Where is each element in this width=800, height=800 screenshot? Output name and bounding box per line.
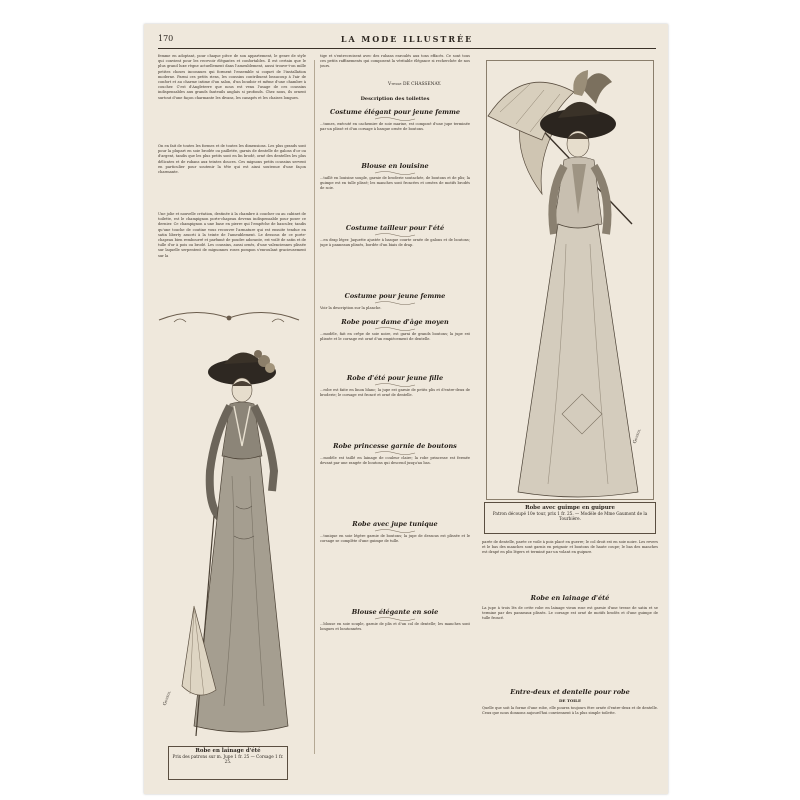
left-paragraph-3: Une jolie et nouvelle création, destinée à la chambre à coucher ou au cabinet de toilette, est le champignon porte-chapeau devenu indispensable pour poser ce dernier. Ce champignon a une base en pierre qui l'empêche de basculer, tandis qu'une touche de coutine vous recouvre l'armature qui est ensuite tendue en satin liberty assorti à la teinte de l'ameublement. Le dessous de ce porte-chapeau bien rembourré et parfumé de poudre adorante, est voilé de satin et de tulle d'or à pois ou brodé. Les coussins, aussi ornés, d'une valenciennes plissée sur laquelle serpentent de mignonnes roses pompon s'enroulant gracieusement sur la (158, 212, 306, 258)
lady-with-parasol-illustration (154, 306, 304, 746)
right-section-title-1: Robe en lainage d'été (530, 594, 610, 602)
right-section-subtitle: DE TOILE (558, 698, 582, 703)
left-caption-box (168, 746, 288, 780)
mid-section-body: ...blouse en soie souple, garnie de plis et d'un col de dentelle; les manches sont longues et boutonnées. (320, 622, 470, 632)
author-signature: Vtesse DE CHASSENAY. (388, 82, 442, 87)
left-figure (154, 306, 304, 765)
magazine-title: LA MODE ILLUSTRÉE (340, 34, 474, 44)
mid-section-title: Costume élégant pour jeune femme (329, 108, 461, 116)
right-artist-signature: Gonsol (632, 428, 643, 445)
left-artist-signature: Gonsol (162, 690, 173, 707)
mid-intro-paragraph: tige et s'entrecroisent avec des rubans enroulés aux tons effacés. Ce sont tous ces petits raffinements qui composent la véritable élégance si recherchée de nos jours. (320, 54, 470, 69)
mid-section-title: Robe avec jupe tunique (352, 520, 438, 528)
mid-section-body: ...robe est faite en linon blanc; la jupe est garnie de petits plis et d'entre-deux de broderie; le corsage est froncé et orné de dentelle. (320, 388, 470, 398)
mid-section-title: Costume pour jeune femme (344, 292, 446, 300)
right-caption-body: Patron découpé 10e tour, prix 1 fr. 25. — Modèle de Mme Gaumont de la Tourbière. (492, 511, 648, 522)
mid-section-title: Robe princesse garnie de boutons (333, 442, 457, 450)
right-caption-title: Robe avec guimpe en guipure (525, 505, 615, 511)
right-section-body-1: La jupe à trois lés de cette robe en lainage vieux rose est garnie d'une tresse de satin et se termine par des panneaux plissés. Le corsage est orné de motifs brodés et d'une guimpe de tulle froncé. (482, 606, 658, 621)
right-section-title-2: Entre-deux et dentelle pour robe (510, 688, 630, 696)
page-number: 170 (158, 34, 174, 43)
description-heading: Description des toilettes (360, 96, 430, 102)
mid-section-body: ...tumes, exécuté en cachemire de soie marine, est composé d'une jupe terminée par un plissé et d'un corsage à basque ornée de boutons. (320, 122, 470, 132)
mid-section-body: ...modèle, fait en crêpe de soie noire, est garni de grands boutons; la jupe est plissée et le corsage est orné d'un empiècement de dentelle. (320, 332, 470, 342)
mid-section-title: Costume tailleur pour l'été (345, 224, 445, 232)
magazine-page (144, 24, 668, 794)
mid-section-body: ...taillé en louisine souple, garnie de broderie soutachée, de boutons et de plis; la guimpe est en tulle plissé; les manches sont froncées et ornées de motifs brodés de soie. (320, 176, 470, 191)
page-header (158, 32, 656, 46)
mid-section-body: Voir la description sur la planche. (320, 306, 382, 310)
right-section-body-2: Quelle que soit la forme d'une robe, elle pourra toujours être ornée d'entre-deux et de dentelle. Ceux que nous donnons aujourd'hui conviennent à la plus simple toilette. (482, 706, 658, 716)
mid-section-body: ...en drap léger. Jaquette ajustée à basque courte ornée de galons et de boutons; jupe à panneaux plissés, bordée d'un biais de drap. (320, 238, 470, 248)
column-divider (314, 60, 315, 754)
mid-section-title: Robe pour dame d'âge moyen (341, 318, 449, 326)
mid-section-title: Blouse en louisine (361, 162, 429, 170)
left-caption-title: Robe en lainage d'été (195, 748, 261, 754)
header-rule (158, 48, 656, 49)
right-paragraph-1: parée de dentelle, parée ce voile à pois placé en guerre; le col droit est en soie noire. Les revers et le bas des manches sont garnis en peignoir et boutons de haute coupe; le bas des manches est drapé en plis légers et terminé par un volant en guipure. (482, 540, 658, 555)
right-caption-box (484, 502, 656, 534)
mid-section-title: Robe d'été pour jeune fille (346, 374, 444, 382)
left-caption-body: Prix des patrons sur m. Jupe 1 fr. 25 — Corsage 1 fr. 25. (172, 754, 284, 765)
right-figure (482, 54, 658, 502)
mid-section-body: ...modèle est taillé en lainage de couleur claire; la robe princesse est fermée devant par une rangée de boutons qui descend jusqu'au bas. (320, 456, 470, 466)
left-paragraph-1: femme en adoptant, pour chaque pièce de son appartement, le genre de style qui convient pour les recevoir élégantes et confortables. Il est certain que le plus grand luxe règne actuellement dans l'ameublement, aussi trouve-t-on mille petites choses inconnues qui forment l'ensemble si coquet de l'installation moderne. Parmi ces petits riens, les coussins contribuent beaucoup à l'air de confort et au charme intime d'un salon, d'un boudoir et même d'une chambre à coucher. C'est d'Angleterre que nous est venu l'usage de ces coussins indispensables aux grands fauteuils anglais si profonds. Chez nous, ils ornent surtout d'une façon charmante les divans, les canapés et les chaises longues. (158, 54, 306, 100)
mid-section-body: ...tunique en soie légère garnie de boutons; la jupe de dessous est plissée et le corsage se complète d'une guimpe de tulle. (320, 534, 470, 544)
mid-section-title: Blouse élégante en soie (351, 608, 439, 616)
left-paragraph-2: On en fait de toutes les formes et de toutes les dimensions. Les plus grands sont pour la plupart en soie brodée ou pailletée, garnis de dentelle de galons d'or ou d'argent, tandis que les plus petits sont en lin brodé, orné des dentelles les plus délicates et de rubans aux teintes douces. Ces mignons petits coussins servent en particulier pour soutenir la tête qui est ainsi soutenue d'une façon charmante. (158, 144, 306, 175)
lady-with-umbrella-illustration (482, 54, 658, 502)
